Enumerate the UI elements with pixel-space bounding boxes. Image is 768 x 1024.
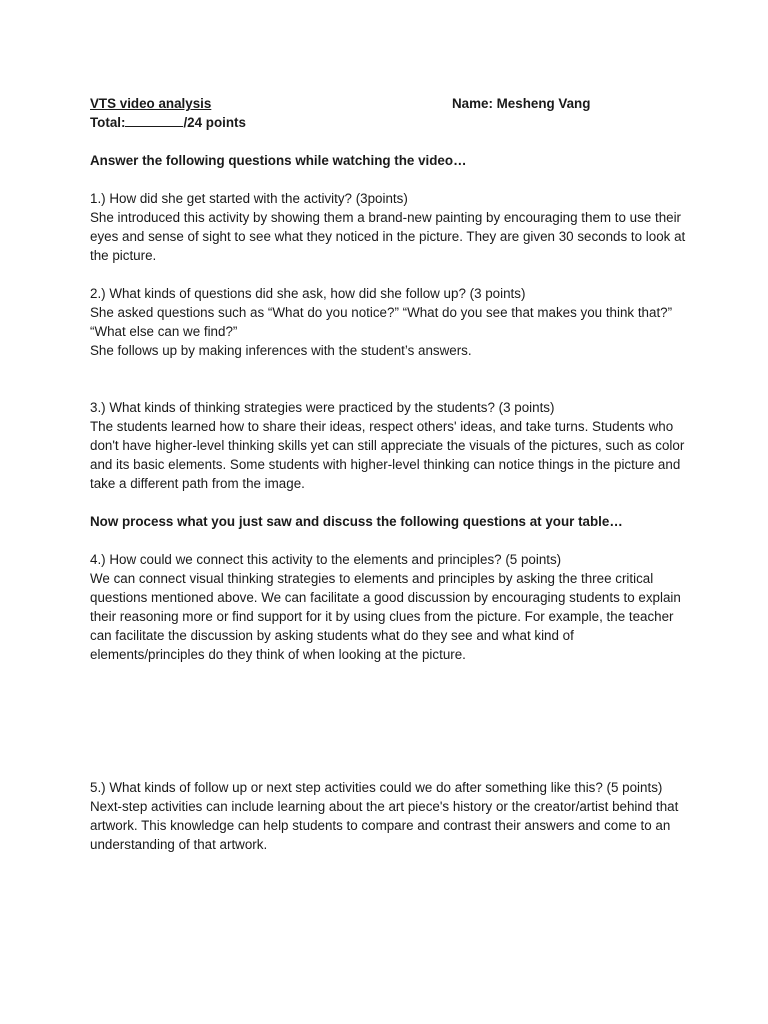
question-1: 1.) How did she get started with the activity? (3points) xyxy=(90,191,408,206)
answer-5: Next-step activities can include learning about the art piece's history or the creator/artist behind that artwork. This knowledge can help students to compare and contrast their answers and come to an understanding of that artwork. xyxy=(90,799,679,852)
document-title: VTS video analysis xyxy=(90,96,212,111)
answer-3: The students learned how to share their ideas, respect others' ideas, and take turns. Students who don't have higher-level thinking skills yet can still appreciate the visuals of the pictures, such as color and its basic elements. Some students with higher-level thinking can notice things in the picture and take a different path from the image. xyxy=(90,419,685,491)
question-3: 3.) What kinds of thinking strategies were practiced by the students? (3 points) xyxy=(90,400,555,415)
answer-4: We can connect visual thinking strategies to elements and principles by asking the three critical questions mentioned above. We can facilitate a good discussion by encouraging students to explain their reasoning more or find support for it by using clues from the picture. For example, the teacher can facilitate the discussion by asking students what do they see and what kind of elements/principles do they think of when looking at the picture. xyxy=(90,571,681,662)
total-suffix: /24 points xyxy=(183,115,246,130)
total-label: Total: xyxy=(90,115,126,130)
question-4: 4.) How could we connect this activity to the elements and principles? (5 points) xyxy=(90,552,562,567)
student-name: Name: Mesheng Vang xyxy=(452,96,591,111)
question-5: 5.) What kinds of follow up or next step activities could we do after something like this? (5 points) xyxy=(90,780,663,795)
header-row xyxy=(90,94,690,113)
question-2: 2.) What kinds of questions did she ask, how did she follow up? (3 points) xyxy=(90,286,526,301)
instructions-part2: Now process what you just saw and discuss the following questions at your table… xyxy=(90,514,623,529)
instructions-part1: Answer the following questions while watching the video… xyxy=(90,153,467,168)
total-score-line xyxy=(90,113,690,132)
answer-1: She introduced this activity by showing them a brand-new painting by encouraging them to use their eyes and sense of sight to see what they noticed in the picture. They are given 30 seconds to look at the picture. xyxy=(90,210,686,263)
total-score-blank xyxy=(125,113,183,127)
answer-2-followup: She follows up by making inferences with the student’s answers. xyxy=(90,343,472,358)
document-body xyxy=(90,94,690,854)
answer-2: She asked questions such as “What do you notice?” “What do you see that makes you think that?” “What else can we find?” xyxy=(90,305,673,339)
